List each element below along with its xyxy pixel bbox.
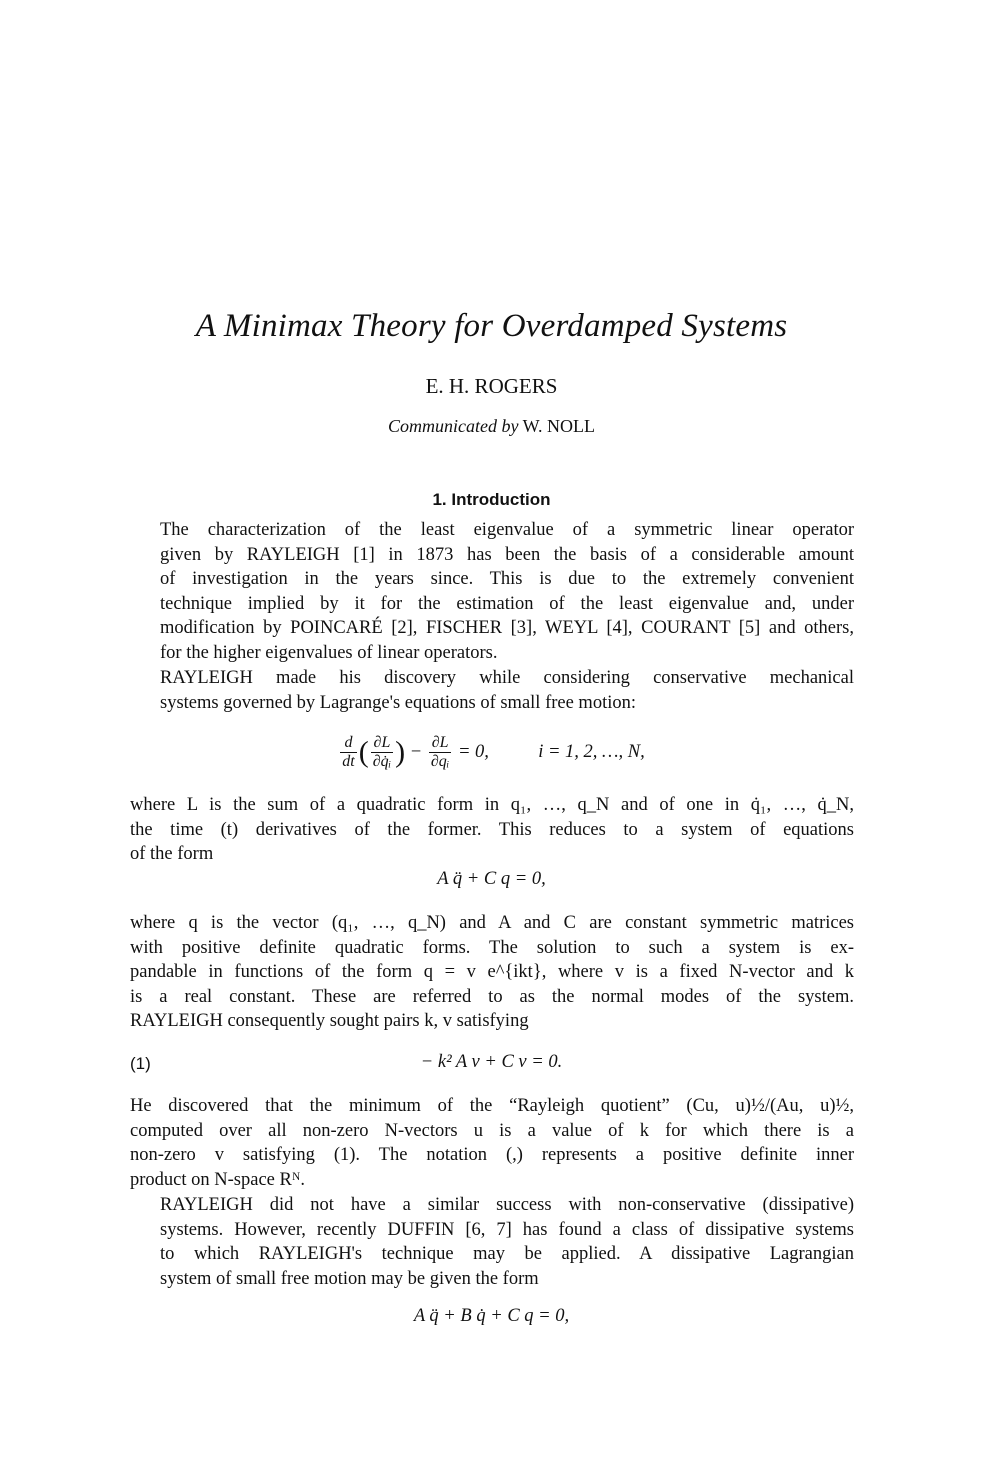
- text-line: technique implied by it for the estimation of the least eigenvalue and, under: [160, 593, 854, 614]
- text-line: of investigation in the years since. This is due to the extremely convenient: [160, 569, 854, 590]
- section-heading: 1. Introduction: [432, 490, 551, 509]
- paragraph-3: [130, 793, 854, 867]
- text-line: system of small free motion may be given the form: [160, 1268, 539, 1289]
- fraction-denominator: dt: [342, 753, 355, 770]
- paragraph-6: [130, 1193, 854, 1291]
- text-line: RAYLEIGH consequently sought pairs k, v satisfying: [130, 1011, 529, 1032]
- paper-title: A Minimax Theory for Overdamped Systems: [195, 308, 788, 344]
- text-line: He discovered that the minimum of the “Rayleigh quotient” (Cu, u)½/(Au, u)½,: [130, 1096, 854, 1116]
- text-line: RAYLEIGH did not have a similar success with non-conservative (dissipative): [160, 1195, 854, 1215]
- communicated-by: [0, 416, 983, 437]
- text-line: modification by POINCARÉ [2], FISCHER [3], WEYL [4], COURANT [5] and others,: [160, 618, 854, 639]
- communicated-name: W. NOLL: [522, 416, 595, 436]
- equation-1: − k² A v + C v = 0.: [420, 1052, 563, 1072]
- equation-number-1: (1): [130, 1054, 151, 1073]
- text-line: systems. However, recently DUFFIN [6, 7] has found a class of dissipative systems: [160, 1219, 854, 1240]
- fraction-numerator: ∂L: [371, 734, 393, 753]
- text-line: the time (t) derivatives of the former. This reduces to a system of equations: [130, 819, 854, 840]
- text-line: where q is the vector (q₁, …, q_N) and A and C are constant symmetric matrices: [130, 913, 854, 933]
- text-line: of the form: [130, 844, 214, 865]
- text-line: systems governed by Lagrange's equations of small free motion:: [160, 692, 636, 713]
- communicated-lead: Communicated by: [388, 416, 519, 436]
- text-line: is a real constant. These are referred to as the normal modes of the system.: [130, 986, 854, 1007]
- equation-conservative: A q̈ + C q = 0,: [437, 869, 546, 889]
- fraction-denominator: ∂q̇ᵢ: [372, 753, 392, 770]
- fraction-denominator: ∂qᵢ: [430, 753, 450, 770]
- text-line: for the higher eigenvalues of linear operators.: [160, 642, 498, 663]
- right-paren: ): [395, 735, 406, 769]
- paragraph-5: [130, 1094, 854, 1192]
- equation-rhs: = 0,: [457, 741, 489, 762]
- text-line: product on N-space Rᴺ.: [130, 1169, 306, 1190]
- fraction-dl-dq: [429, 734, 451, 771]
- author-name: E. H. ROGERS: [425, 374, 558, 398]
- paragraph-4: [130, 911, 854, 1034]
- text-line: pandable in functions of the form q = v e^{ikt}, where v is a fixed N-vector and k: [130, 962, 854, 983]
- fraction-numerator: d: [340, 734, 356, 753]
- fraction-d-dt: [340, 734, 356, 771]
- text-line: The characterization of the least eigenvalue of a symmetric linear operator: [160, 520, 854, 540]
- equation-dissipative: A q̈ + B q̇ + C q = 0,: [413, 1306, 570, 1326]
- text-line: computed over all non-zero N-vectors u is a value of k for which there is a: [130, 1120, 854, 1141]
- text-line: to which RAYLEIGH's technique may be applied. A dissipative Lagrangian: [160, 1244, 854, 1265]
- paragraph-1: [130, 518, 854, 666]
- minus-sign: −: [409, 741, 423, 762]
- equation-lagrange: [0, 734, 983, 771]
- paragraph-2: [130, 666, 854, 715]
- left-paren: (: [358, 735, 369, 769]
- equation-index-range: i = 1, 2, …, N,: [538, 741, 645, 762]
- fraction-dl-dqdot: [371, 734, 393, 771]
- fraction-numerator: ∂L: [429, 734, 451, 753]
- text-line: with positive definite quadratic forms. The solution to such a system is ex-: [130, 937, 854, 958]
- text-line: non-zero v satisfying (1). The notation (,) represents a positive definite inner: [130, 1145, 854, 1166]
- text-line: given by RAYLEIGH [1] in 1873 has been the basis of a considerable amount: [160, 544, 854, 565]
- text-line: RAYLEIGH made his discovery while considering conservative mechanical: [160, 668, 854, 688]
- text-line: where L is the sum of a quadratic form in q₁, …, q_N and of one in q̇₁, …, q̇_N,: [130, 795, 854, 815]
